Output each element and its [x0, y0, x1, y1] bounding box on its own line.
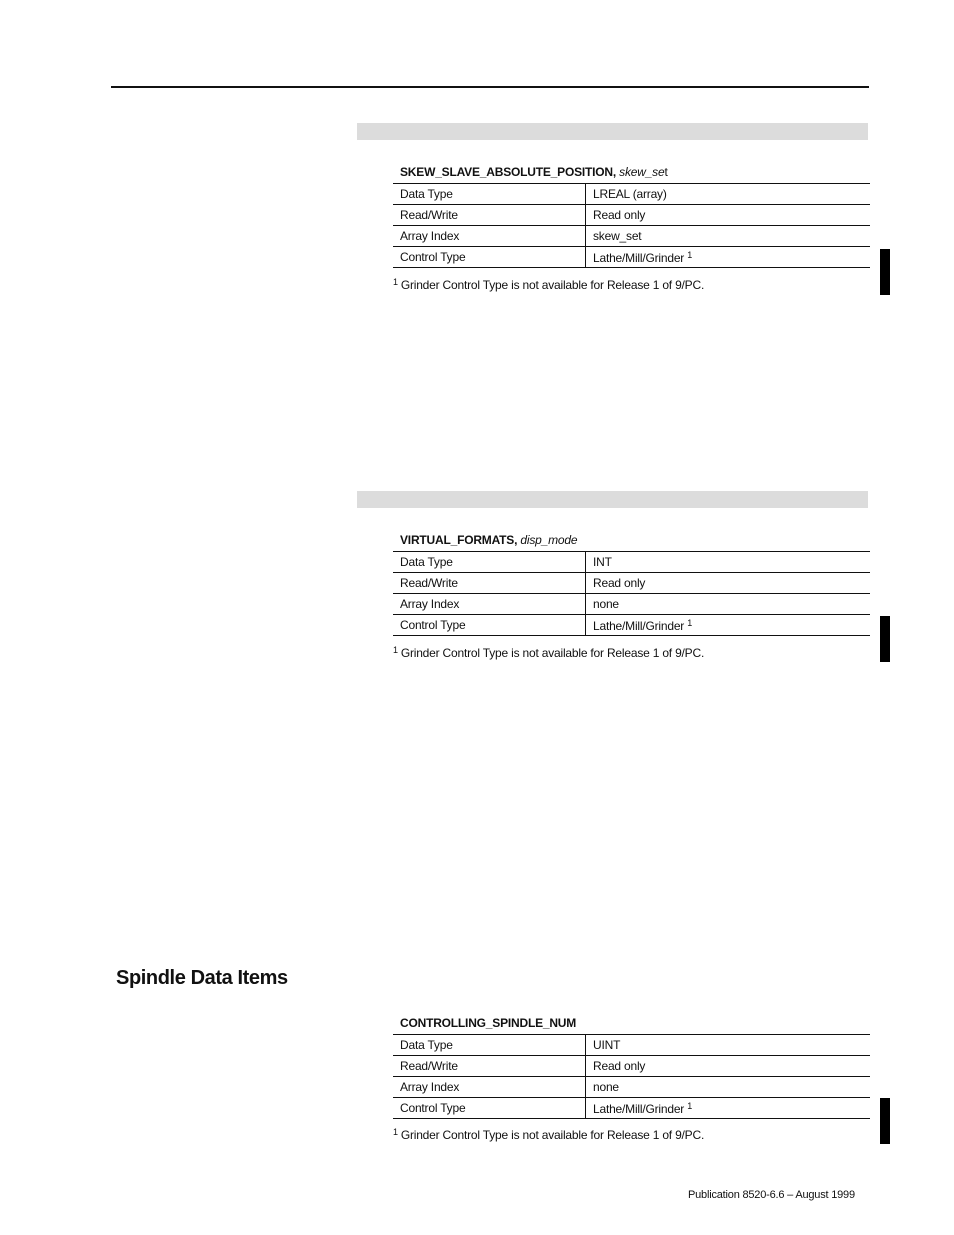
- row-key: Array Index: [393, 1077, 586, 1098]
- table-row: [393, 184, 870, 205]
- item-1-arg-tail: t: [664, 165, 668, 179]
- row-value-text: Read only: [593, 208, 646, 222]
- row-value: [586, 1035, 871, 1056]
- row-key: Read/Write: [393, 205, 586, 226]
- footnote-mark: 1: [393, 645, 398, 655]
- item-2-title: [400, 533, 577, 547]
- row-value-text: Read only: [593, 1059, 646, 1073]
- table-row: [393, 1077, 870, 1098]
- row-value-text: skew_set: [593, 229, 642, 243]
- item-1-change-bar: [880, 249, 890, 295]
- header-rule: [111, 86, 869, 88]
- row-key: Data Type: [393, 184, 586, 205]
- row-value: [586, 615, 871, 636]
- item-3-name: CONTROLLING_SPINDLE_NUM: [400, 1016, 577, 1030]
- row-key: Data Type: [393, 552, 586, 573]
- row-value-text: UINT: [593, 1038, 621, 1052]
- row-key: Control Type: [393, 615, 586, 636]
- table-row: [393, 615, 870, 636]
- footnote-ref: 1: [687, 617, 693, 628]
- item-1-header-bar: [357, 123, 868, 140]
- row-value: [586, 1077, 871, 1098]
- table-row: [393, 1035, 870, 1056]
- row-value: [586, 594, 871, 615]
- footnote-ref: 1: [687, 1100, 693, 1111]
- row-value-text: Read only: [593, 576, 646, 590]
- table-row: [393, 594, 870, 615]
- row-value: [586, 226, 871, 247]
- row-value: [586, 184, 871, 205]
- table-row: [393, 1098, 870, 1119]
- row-value-text: Lathe/Mill/Grinder: [593, 250, 685, 265]
- row-value-text: Lathe/Mill/Grinder: [593, 618, 685, 633]
- row-value: [586, 1056, 871, 1077]
- item-3-footnote: [393, 1127, 704, 1142]
- table-row: [393, 1056, 870, 1077]
- row-value-text: Lathe/Mill/Grinder: [593, 1101, 685, 1116]
- item-1-table: [393, 183, 870, 268]
- item-1-name: SKEW_SLAVE_ABSOLUTE_POSITION,: [400, 165, 617, 179]
- row-value-text: none: [593, 1080, 619, 1094]
- row-value: [586, 1098, 871, 1119]
- item-3-title: [400, 1016, 576, 1030]
- row-key: Array Index: [393, 226, 586, 247]
- row-key: Array Index: [393, 594, 586, 615]
- table-row: [393, 247, 870, 268]
- footnote-mark: 1: [393, 277, 398, 287]
- publication-footer: Publication 8520-6.6 – August 1999: [688, 1189, 855, 1201]
- row-key: Control Type: [393, 247, 586, 268]
- row-key: Read/Write: [393, 573, 586, 594]
- row-value-text: none: [593, 597, 619, 611]
- item-2-arg: disp_mode: [520, 533, 578, 547]
- item-1-title: [400, 165, 668, 179]
- row-value: [586, 247, 871, 268]
- footnote-text: Grinder Control Type is not available for Release 1 of 9/PC.: [400, 646, 705, 660]
- row-value-text: LREAL (array): [593, 187, 667, 201]
- item-2-table: [393, 551, 870, 636]
- row-key: Control Type: [393, 1098, 586, 1119]
- item-2-header-bar: [357, 491, 868, 508]
- item-1-arg: skew_se: [619, 165, 665, 179]
- footnote-text: Grinder Control Type is not available for Release 1 of 9/PC.: [400, 278, 705, 292]
- table-row: [393, 205, 870, 226]
- table-row: [393, 573, 870, 594]
- footnote-mark: 1: [393, 1127, 398, 1137]
- table-row: [393, 226, 870, 247]
- footnote-ref: 1: [687, 249, 693, 260]
- row-value: [586, 573, 871, 594]
- item-3-table: [393, 1034, 870, 1119]
- footnote-text: Grinder Control Type is not available for Release 1 of 9/PC.: [400, 1128, 705, 1142]
- item-2-footnote: [393, 645, 704, 660]
- item-1-footnote: [393, 277, 704, 292]
- row-value: [586, 552, 871, 573]
- item-2-name: VIRTUAL_FORMATS,: [400, 533, 518, 547]
- item-2-change-bar: [880, 616, 890, 662]
- row-value: [586, 205, 871, 226]
- item-3-change-bar: [880, 1098, 890, 1144]
- section-heading: Spindle Data Items: [116, 967, 288, 989]
- row-key: Data Type: [393, 1035, 586, 1056]
- row-key: Read/Write: [393, 1056, 586, 1077]
- row-value-text: INT: [593, 555, 612, 569]
- table-row: [393, 552, 870, 573]
